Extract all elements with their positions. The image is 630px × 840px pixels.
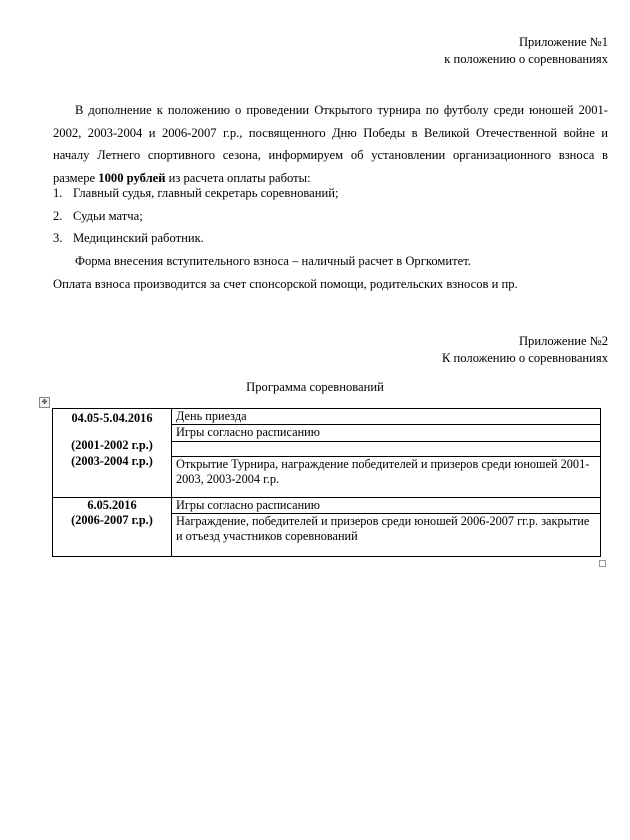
list-number: 3.: [53, 231, 63, 245]
schedule-cell: Открытие Турнира, награждение победителей и призеров среди юношей 2001-2003, 2003-2004 г.р.: [172, 456, 601, 497]
table-row: [53, 409, 601, 425]
appendix2-header: [442, 333, 608, 367]
program-table: [52, 408, 601, 557]
intro-text: В дополнение к положению о проведении Открытого турнира по футболу среди юношей 2001-2002, 2003-2004 и 2006-2007 г.р., посвященного Дню Победы в Великой Отечественной войне и началу Летнего спортивного сезона, информируем об установлении организационного взноса в размере: [53, 103, 608, 185]
appendix2-subtitle: К положению о соревнованиях: [442, 351, 608, 365]
table-resize-handle[interactable]: [599, 560, 606, 567]
block2-group: (2006-2007 г.р.): [71, 513, 153, 528]
list-text: Главный судья, главный секретарь соревнований;: [73, 186, 339, 200]
list-number: 1.: [53, 186, 63, 200]
appendix1-title: Приложение №1: [518, 35, 608, 49]
list-text: Медицинский работник.: [73, 231, 204, 245]
list-item: [53, 230, 338, 253]
payment-source-text: Оплата взноса производится за счет спонсорской помощи, родительских взносов и пр.: [53, 277, 518, 291]
schedule-cell: Игры согласно расписанию: [172, 497, 601, 513]
list-item: [53, 208, 338, 231]
schedule-cell: День приезда: [172, 409, 601, 425]
list-text: Судьи матча;: [73, 208, 143, 223]
block1-group2: (2003-2004 г.р.): [71, 453, 153, 468]
list-item: [53, 185, 338, 208]
program-title: Программа соревнований: [246, 380, 384, 394]
payment-list: [53, 185, 338, 253]
intro-paragraph: [53, 99, 608, 189]
payment-form-text: Форма внесения вступительного взноса – наличный расчет в Оргкомитет.: [75, 254, 471, 268]
schedule-cell: Игры согласно расписанию: [172, 425, 601, 441]
fee-amount: 1000 рублей: [98, 170, 166, 185]
table-row: [53, 497, 601, 513]
table-move-handle-icon[interactable]: ✥: [39, 397, 50, 408]
schedule-cell: Награждение, победителей и призеров среди юношей 2006-2007 гг.р. закрытие и отъезд участников соревнований: [172, 514, 601, 557]
schedule-cell-empty: [172, 441, 601, 456]
appendix1-subtitle: к положению о соревнованиях: [444, 52, 608, 66]
block1-group1: (2001-2002 г.р.): [71, 438, 153, 453]
list-number: 2.: [53, 208, 63, 223]
appendix2-title: Приложение №2: [518, 334, 608, 348]
block2-date: 6.05.2016: [87, 497, 137, 512]
block1-date-cell: [53, 409, 172, 498]
appendix1-header: [444, 34, 608, 68]
block2-date-cell: [53, 497, 172, 556]
block1-dates: 04.05-5.04.2016: [71, 411, 153, 425]
fee-rest: из расчета оплаты работы:: [165, 170, 311, 185]
